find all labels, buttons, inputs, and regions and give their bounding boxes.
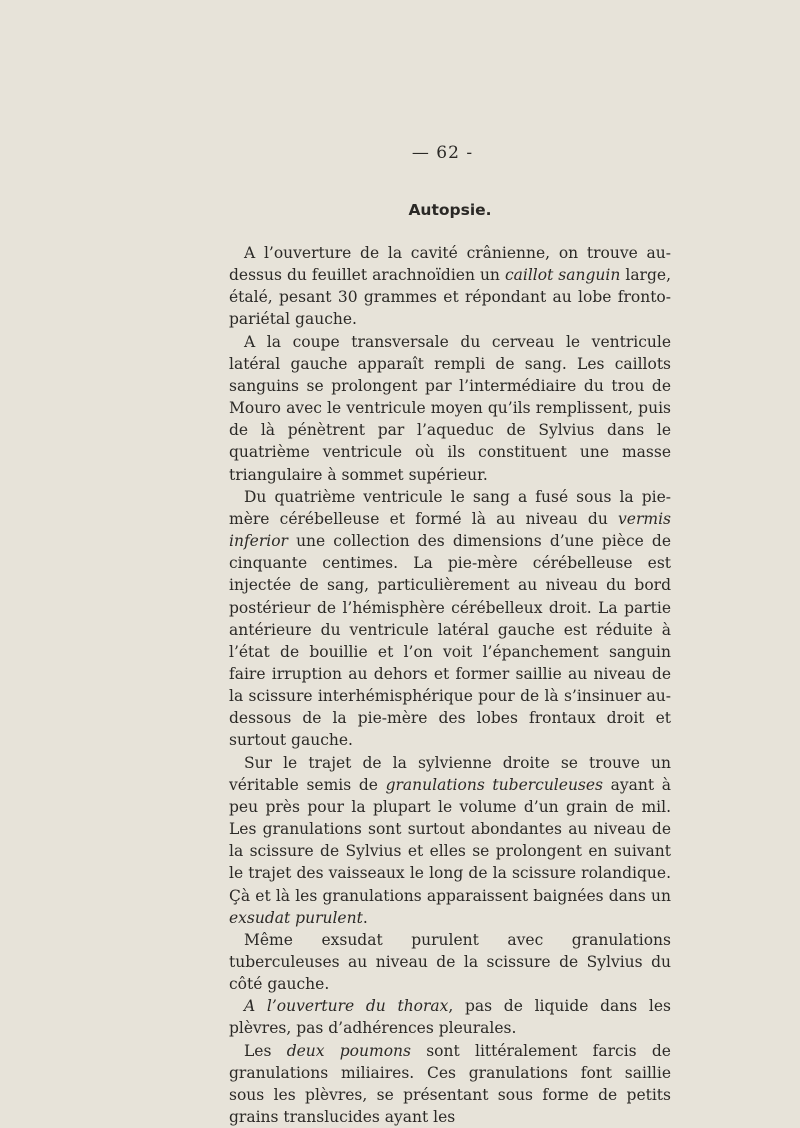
- text-run: .: [362, 908, 368, 927]
- paragraph: [229, 242, 671, 331]
- text-run: , pas de liquide dans les plèvres, pas d’adhérences pleurales.: [229, 997, 671, 1038]
- text-run: large, étalé, pesant 30 grammes et répondant au lobe fronto-pariétal gauche.: [229, 266, 671, 329]
- text-run: Les: [244, 1041, 287, 1060]
- italic-text: caillot sanguin: [504, 266, 621, 285]
- section-title: Autopsie.: [408, 201, 492, 219]
- text-run: Sur le trajet de la sylvienne droite se trouve un véritable semis de: [229, 753, 671, 794]
- text-run: ayant à peu près pour la plupart le volume d’un grain de mil. Les granulations sont surtout abondantes au niveau de la scissure de Sylvius et elles se prolongent en suivant le trajet des vaisseaux le long de la scissure rolandique. Çà et là les granulations apparaissent baignées dans un: [229, 775, 671, 905]
- text-run: Du quatrième ventricule le sang a fusé sous la pie-mère cérébelleuse et formé là au niveau du: [229, 487, 671, 528]
- italic-text: exsudat purulent: [229, 908, 363, 927]
- paragraph: [229, 929, 671, 995]
- paragraph: [229, 1040, 671, 1128]
- italic-text: A l’ouverture du thorax: [244, 997, 449, 1016]
- italic-text: granulations tuberculeuses: [385, 775, 604, 794]
- italic-text: deux poumons: [286, 1041, 411, 1060]
- paragraph: [229, 331, 671, 486]
- body-text: [229, 242, 671, 1128]
- paragraph: [229, 995, 671, 1039]
- text-run: A la coupe transversale du cerveau le ventricule latéral gauche apparaît rempli de sang. Les caillots sanguins se prolongent par l’intermédiaire du trou de Mouro avec le ventricule moyen qu’ils remplissent, puis de là pénètrent par l’aqueduc de Sylvius dans le quatrième ventricule où ils constituent une masse triangulaire à sommet supérieur.: [229, 332, 671, 484]
- paragraph: [229, 486, 671, 752]
- italic-text: vermis inferior: [229, 509, 671, 551]
- text-run: une collection des dimensions d’une pièce de cinquante centimes. La pie-mère cérébelleuse est injectée de sang, particulièrement au niveau du bord postérieur de l’hémisphère cérébelleux droit. La partie antérieure du ventricule latéral gauche est réduite à l’état de bouillie et l’on voit l’épanchement sanguin faire irruption au dehors et former saillie au niveau de la scissure interhémisphérique pour de là s’insinuer au-dessous de la pie-mère des lobes frontaux droit et surtout gauche.: [229, 532, 671, 750]
- text-run: Même exsudat purulent avec granulations tuberculeuses au niveau de la scissure de Sylvius du côté gauche.: [229, 930, 671, 994]
- page-number: — 62 -: [411, 143, 474, 163]
- paragraph: [229, 752, 671, 929]
- text-run: A l’ouverture de la cavité crânienne, on trouve au-dessus du feuillet arachnoïdien un: [229, 244, 671, 285]
- text-run: sont littéralement farcis de granulations miliaires. Ces granulations font saillie sous les plèvres, se présentant sous forme de petits grains translucides ayant les: [229, 1041, 671, 1127]
